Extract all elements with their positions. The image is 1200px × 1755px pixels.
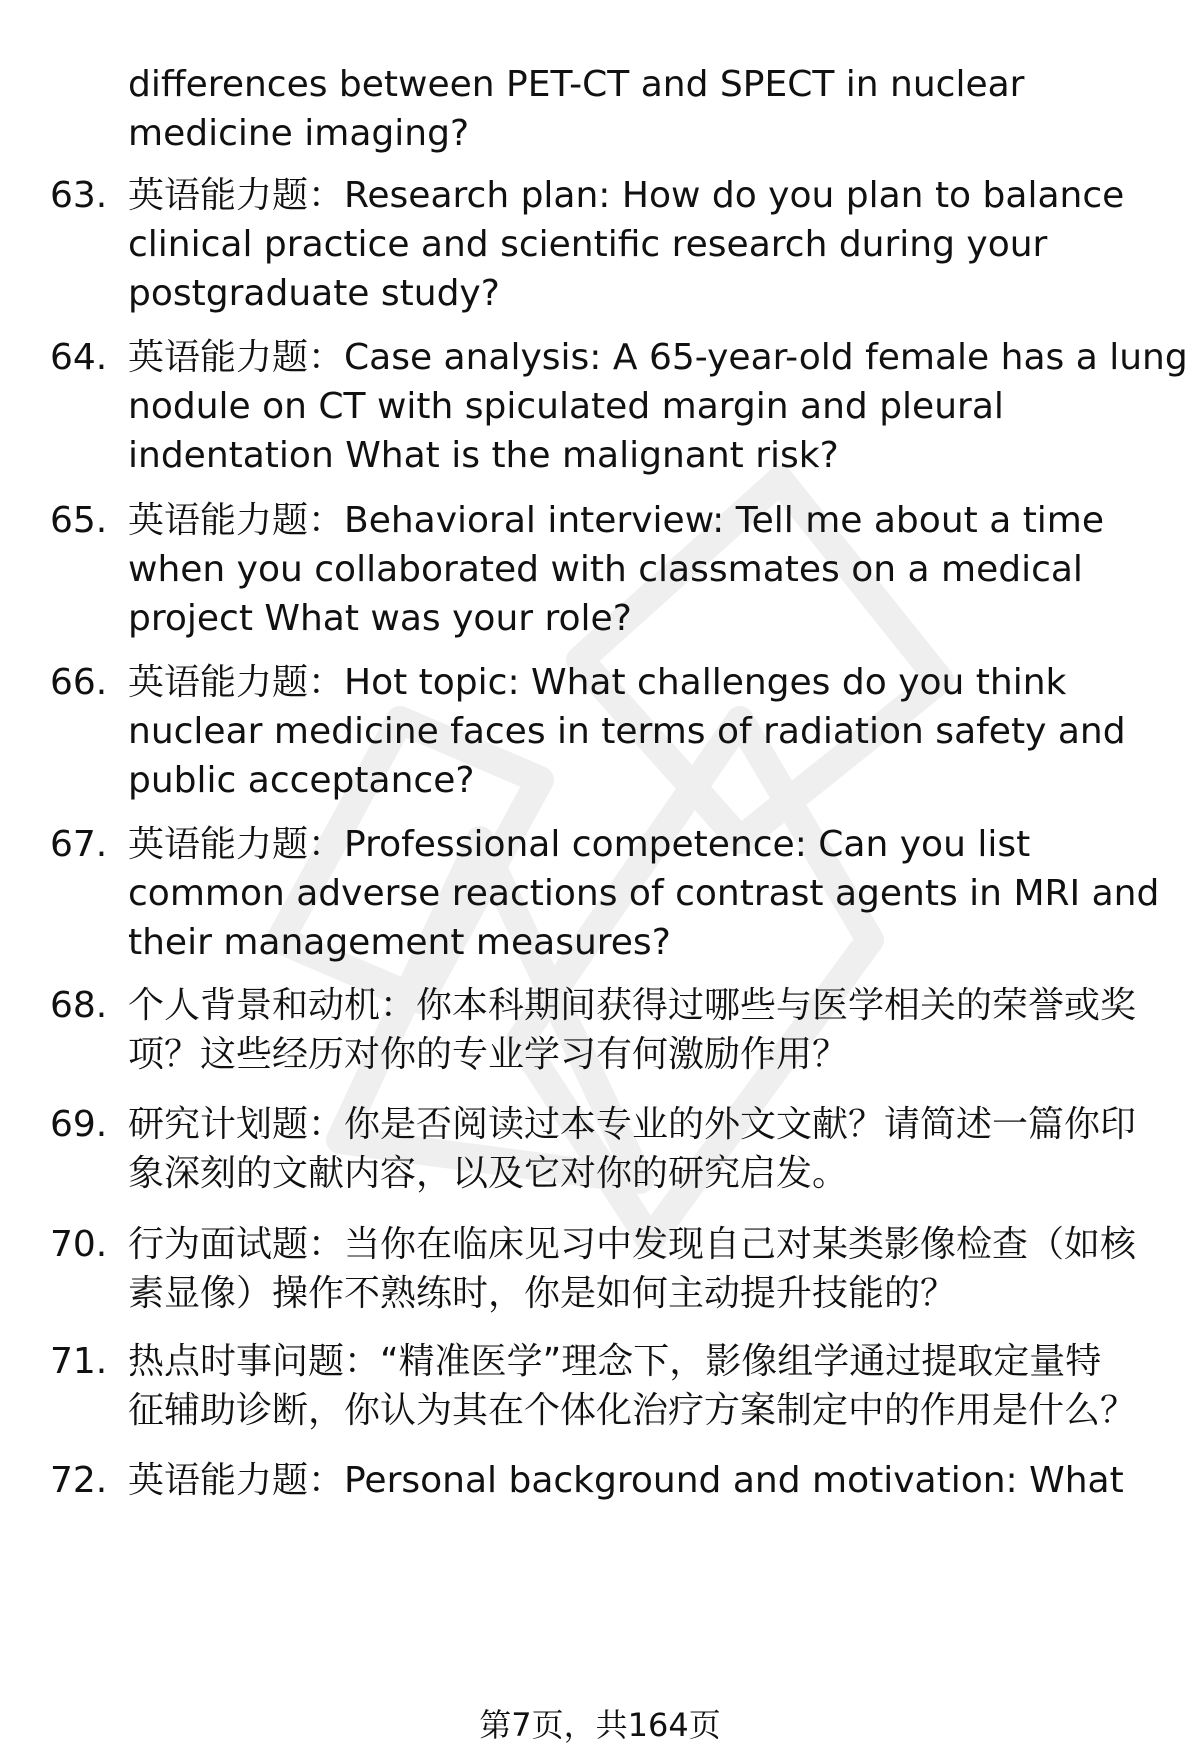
question-text bbox=[128, 1220, 1158, 1318]
text-line: their management measures? bbox=[128, 922, 671, 963]
question-text bbox=[128, 820, 1158, 967]
question-text bbox=[128, 333, 1188, 480]
text-line: 英语能力题：Research plan: How do you plan to balance bbox=[128, 175, 1125, 216]
question-number: 70. bbox=[50, 1224, 108, 1265]
text-line: postgraduate study? bbox=[128, 273, 500, 314]
question-text bbox=[128, 1456, 1158, 1505]
page-footer: 第7页，共164页 bbox=[479, 1706, 721, 1744]
text-line: 素显像）操作不熟练时，你是如何主动提升技能的？ bbox=[128, 1273, 957, 1314]
question-text bbox=[128, 981, 1158, 1079]
text-line: 项？这些经历对你的专业学习有何激励作用？ bbox=[128, 1034, 849, 1075]
question-number: 66. bbox=[50, 662, 108, 703]
text-line: clinical practice and scientific research during your bbox=[128, 224, 1048, 265]
text-line: 研究计划题：你是否阅读过本专业的外文文献？请简述一篇你印 bbox=[128, 1104, 1137, 1145]
text-line: 英语能力题：Behavioral interview: Tell me about a time bbox=[128, 500, 1105, 541]
question-text bbox=[128, 1337, 1158, 1435]
text-line: nuclear medicine faces in terms of radiation safety and bbox=[128, 711, 1126, 752]
text-line: common adverse reactions of contrast agents in MRI and bbox=[128, 873, 1160, 914]
question-number: 68. bbox=[50, 985, 108, 1026]
text-line: public acceptance? bbox=[128, 760, 475, 801]
question-number: 64. bbox=[50, 337, 108, 378]
question-number: 67. bbox=[50, 824, 108, 865]
text-line: 征辅助诊断，你认为其在个体化治疗方案制定中的作用是什么？ bbox=[128, 1390, 1137, 1431]
question-number: 63. bbox=[50, 175, 108, 216]
question-text bbox=[128, 171, 1158, 318]
question-text bbox=[128, 1100, 1158, 1198]
question-number: 69. bbox=[50, 1104, 108, 1145]
question-62-continuation bbox=[128, 60, 1158, 158]
text-line: project What was your role? bbox=[128, 598, 632, 639]
text-line: 英语能力题：Professional competence: Can you list bbox=[128, 824, 1031, 865]
text-line: nodule on CT with spiculated margin and pleural bbox=[128, 386, 1004, 427]
text-line: 个人背景和动机：你本科期间获得过哪些与医学相关的荣誉或奖 bbox=[128, 985, 1137, 1026]
question-text bbox=[128, 658, 1158, 805]
question-text bbox=[128, 496, 1158, 643]
text-line: indentation What is the malignant risk? bbox=[128, 435, 839, 476]
text-line: differences between PET-CT and SPECT in nuclear medicine bbox=[128, 64, 1025, 154]
text-line: 英语能力题：Personal background and motivation: What bbox=[128, 1460, 1124, 1501]
text-line: 象深刻的文献内容，以及它对你的研究启发。 bbox=[128, 1153, 849, 1194]
text-line: 英语能力题：Hot topic: What challenges do you think bbox=[128, 662, 1067, 703]
question-number: 65. bbox=[50, 500, 108, 541]
text-line: 行为面试题：当你在临床见习中发现自己对某类影像检查（如核 bbox=[128, 1224, 1137, 1265]
text-line: imaging? bbox=[304, 113, 470, 154]
text-line: 热点时事问题：“精准医学”理念下，影像组学通过提取定量特 bbox=[128, 1341, 1102, 1382]
question-number: 72. bbox=[50, 1460, 108, 1501]
text-line: 英语能力题：Case analysis: A 65-year-old female has a lung bbox=[128, 337, 1188, 378]
question-number: 71. bbox=[50, 1341, 108, 1382]
text-line: when you collaborated with classmates on a medical bbox=[128, 549, 1083, 590]
